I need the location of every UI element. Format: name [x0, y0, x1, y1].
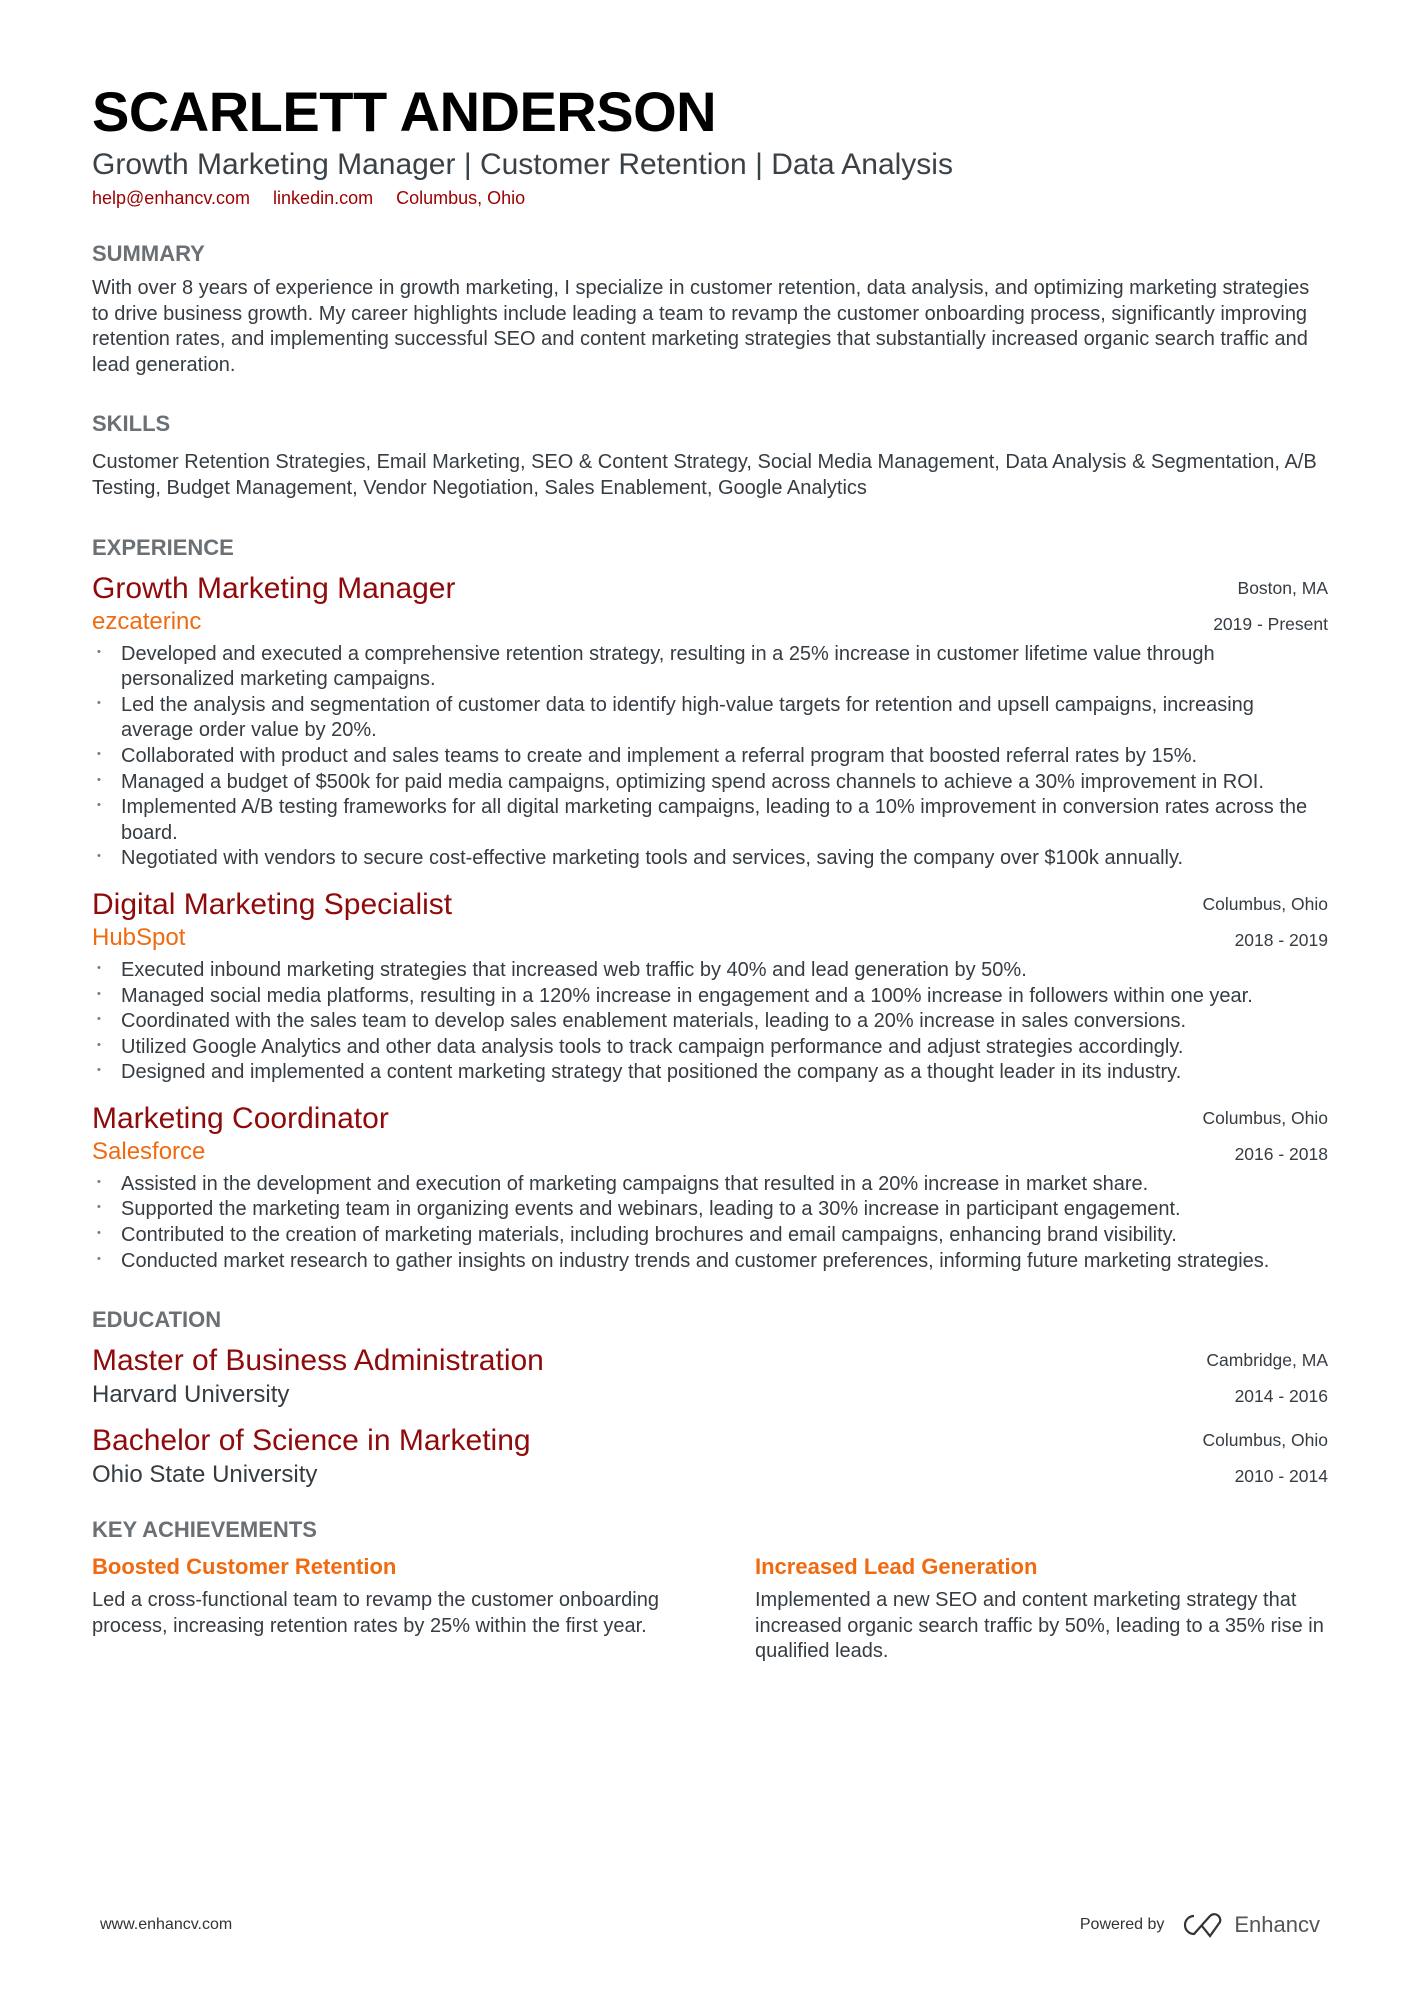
- headline: Growth Marketing Manager | Customer Retention | Data Analysis: [92, 148, 953, 181]
- bullet-item: • Executed inbound marketing strategies that increased web traffic by 40% and lead generation by 50%.: [92, 958, 1328, 984]
- summary-text: With over 8 years of experience in growth marketing, I specialize in customer retention, data analysis, and optimizing marketing strategies to drive business growth. My career highlights include leading a team to revamp the customer onboarding process, significantly improving retention rates, and implementing successful SEO and content marketing strategies that substantially increased organic search traffic and lead generation.: [92, 277, 1310, 376]
- education-location: Cambridge, MA: [1206, 1350, 1328, 1371]
- brand-name: Enhancv: [1234, 1912, 1320, 1937]
- education-item: [92, 1422, 1328, 1490]
- enhancv-logo[interactable]: [1180, 1912, 1320, 1938]
- company-name: Salesforce: [92, 1137, 206, 1165]
- section-heading-skills: SKILLS: [92, 411, 171, 437]
- powered-by: [1080, 1912, 1320, 1938]
- bullet-item: • Collaborated with product and sales teams to create and implement a referral program that boosted referral rates by 15%.: [92, 744, 1328, 770]
- bullet-item: • Coordinated with the sales team to develop sales enablement materials, leading to a 20% increase in sales conversions.: [92, 1009, 1328, 1035]
- section-heading-summary: SUMMARY: [92, 241, 205, 266]
- experience-item: [92, 570, 1328, 872]
- job-title: Digital Marketing Specialist: [92, 887, 453, 921]
- bullet-item: • Supported the marketing team in organizing events and webinars, leading to a 30% increase in participant engagement.: [92, 1197, 1328, 1223]
- location: Columbus, Ohio: [396, 188, 526, 208]
- footer: [100, 1912, 1320, 1938]
- website-link[interactable]: www.enhancv.com: [100, 1916, 233, 1933]
- bullet-item: • Developed and executed a comprehensive retention strategy, resulting in a 25% increase in customer lifetime value through personalized marketing campaigns.: [92, 642, 1328, 693]
- education-location: Columbus, Ohio: [1202, 1430, 1328, 1451]
- achievement-text: Led a cross-functional team to revamp the customer onboarding process, increasing retention rates by 25% within the first year.: [92, 1589, 659, 1637]
- bullet-list: [92, 642, 1328, 872]
- degree: Master of Business Administration: [92, 1344, 544, 1378]
- powered-by-label: Powered by: [1079, 1916, 1165, 1933]
- bullet-item: • Designed and implemented a content marketing strategy that positioned the company as a thought leader in its industry.: [92, 1060, 1328, 1086]
- education-dates: 2010 - 2014: [1234, 1466, 1328, 1487]
- experience-list: [92, 570, 1328, 1275]
- section-heading-experience: EXPERIENCE: [92, 534, 234, 560]
- section-heading-achievements: KEY ACHIEVEMENTS: [92, 1517, 317, 1543]
- company-name: HubSpot: [92, 923, 186, 951]
- contact-info: [92, 186, 1328, 210]
- job-dates: 2018 - 2019: [1234, 929, 1328, 950]
- job-title: Growth Marketing Manager: [92, 571, 456, 605]
- education-meta: [1203, 1422, 1328, 1494]
- achievement-item: [755, 1552, 1328, 1665]
- bullet-item: • Negotiated with vendors to secure cost-effective marketing tools and services, saving the company over $100k annually.: [92, 846, 1328, 872]
- candidate-name: SCARLETT ANDERSON: [92, 80, 717, 143]
- education-meta: [1206, 1342, 1328, 1414]
- achievement-title: Increased Lead Generation: [755, 1554, 1038, 1580]
- bullet-list: [92, 1172, 1328, 1274]
- education-dates: 2014 - 2016: [1234, 1386, 1328, 1407]
- job-meta: [1203, 1100, 1328, 1172]
- school-name: Ohio State University: [92, 1461, 318, 1489]
- bullet-item: • Managed a budget of $500k for paid media campaigns, optimizing spend across channels to achieve a 30% improvement in ROI.: [92, 770, 1328, 796]
- experience-item: [92, 886, 1328, 1086]
- bullet-item: • Led the analysis and segmentation of customer data to identify high-value targets for retention and upsell campaigns, increasing average order value by 20%.: [92, 693, 1328, 744]
- degree: Bachelor of Science in Marketing: [92, 1424, 531, 1458]
- achievement-text: Implemented a new SEO and content marketing strategy that increased organic search traffic by 50%, leading to a 35% rise in qualified leads.: [755, 1589, 1324, 1663]
- resume: [92, 80, 1328, 1665]
- bullet-item: • Managed social media platforms, resulting in a 120% increase in engagement and a 100% increase in followers within one year.: [92, 984, 1328, 1010]
- linkedin-link[interactable]: linkedin.com: [273, 188, 374, 208]
- bullet-item: • Contributed to the creation of marketing materials, including brochures and email campaigns, enhancing brand visibility.: [92, 1223, 1328, 1249]
- job-meta: [1203, 886, 1328, 958]
- achievement-title: Boosted Customer Retention: [92, 1554, 397, 1580]
- job-location: Columbus, Ohio: [1202, 1107, 1328, 1128]
- experience-item: [92, 1100, 1328, 1274]
- bullet-item: • Assisted in the development and execution of marketing campaigns that resulted in a 20% increase in market share.: [92, 1172, 1328, 1198]
- company-name: ezcaterinc: [92, 607, 202, 635]
- enhancv-logo-icon: [1180, 1912, 1226, 1938]
- bullet-item: • Conducted market research to gather insights on industry trends and customer preferences, informing future marketing strategies.: [92, 1249, 1328, 1275]
- bullet-item: • Utilized Google Analytics and other data analysis tools to track campaign performance and adjust strategies accordingly.: [92, 1035, 1328, 1061]
- education-list: [92, 1342, 1328, 1490]
- achievement-item: [92, 1552, 665, 1665]
- skills-text: Customer Retention Strategies, Email Marketing, SEO & Content Strategy, Social Media Management, Data Analysis & Segmentation, A/B Testing, Budget Management, Vendor Negotiation, Sales Enablement, Google Analytics: [92, 451, 1317, 499]
- email-link[interactable]: help@enhancv.com: [92, 188, 251, 208]
- achievements-list: [92, 1552, 1328, 1665]
- school-name: Harvard University: [92, 1381, 290, 1409]
- section-heading-education: EDUCATION: [92, 1307, 222, 1333]
- education-item: [92, 1342, 1328, 1410]
- bullet-list: [92, 958, 1328, 1086]
- job-dates: 2016 - 2018: [1234, 1143, 1328, 1164]
- bullet-item: • Implemented A/B testing frameworks for all digital marketing campaigns, leading to a 10% improvement in conversion rates across the board.: [92, 795, 1328, 846]
- job-dates: 2019 - Present: [1213, 613, 1328, 634]
- job-location: Boston, MA: [1237, 577, 1328, 598]
- job-location: Columbus, Ohio: [1202, 893, 1328, 914]
- job-title: Marketing Coordinator: [92, 1101, 389, 1135]
- job-meta: [1213, 570, 1328, 642]
